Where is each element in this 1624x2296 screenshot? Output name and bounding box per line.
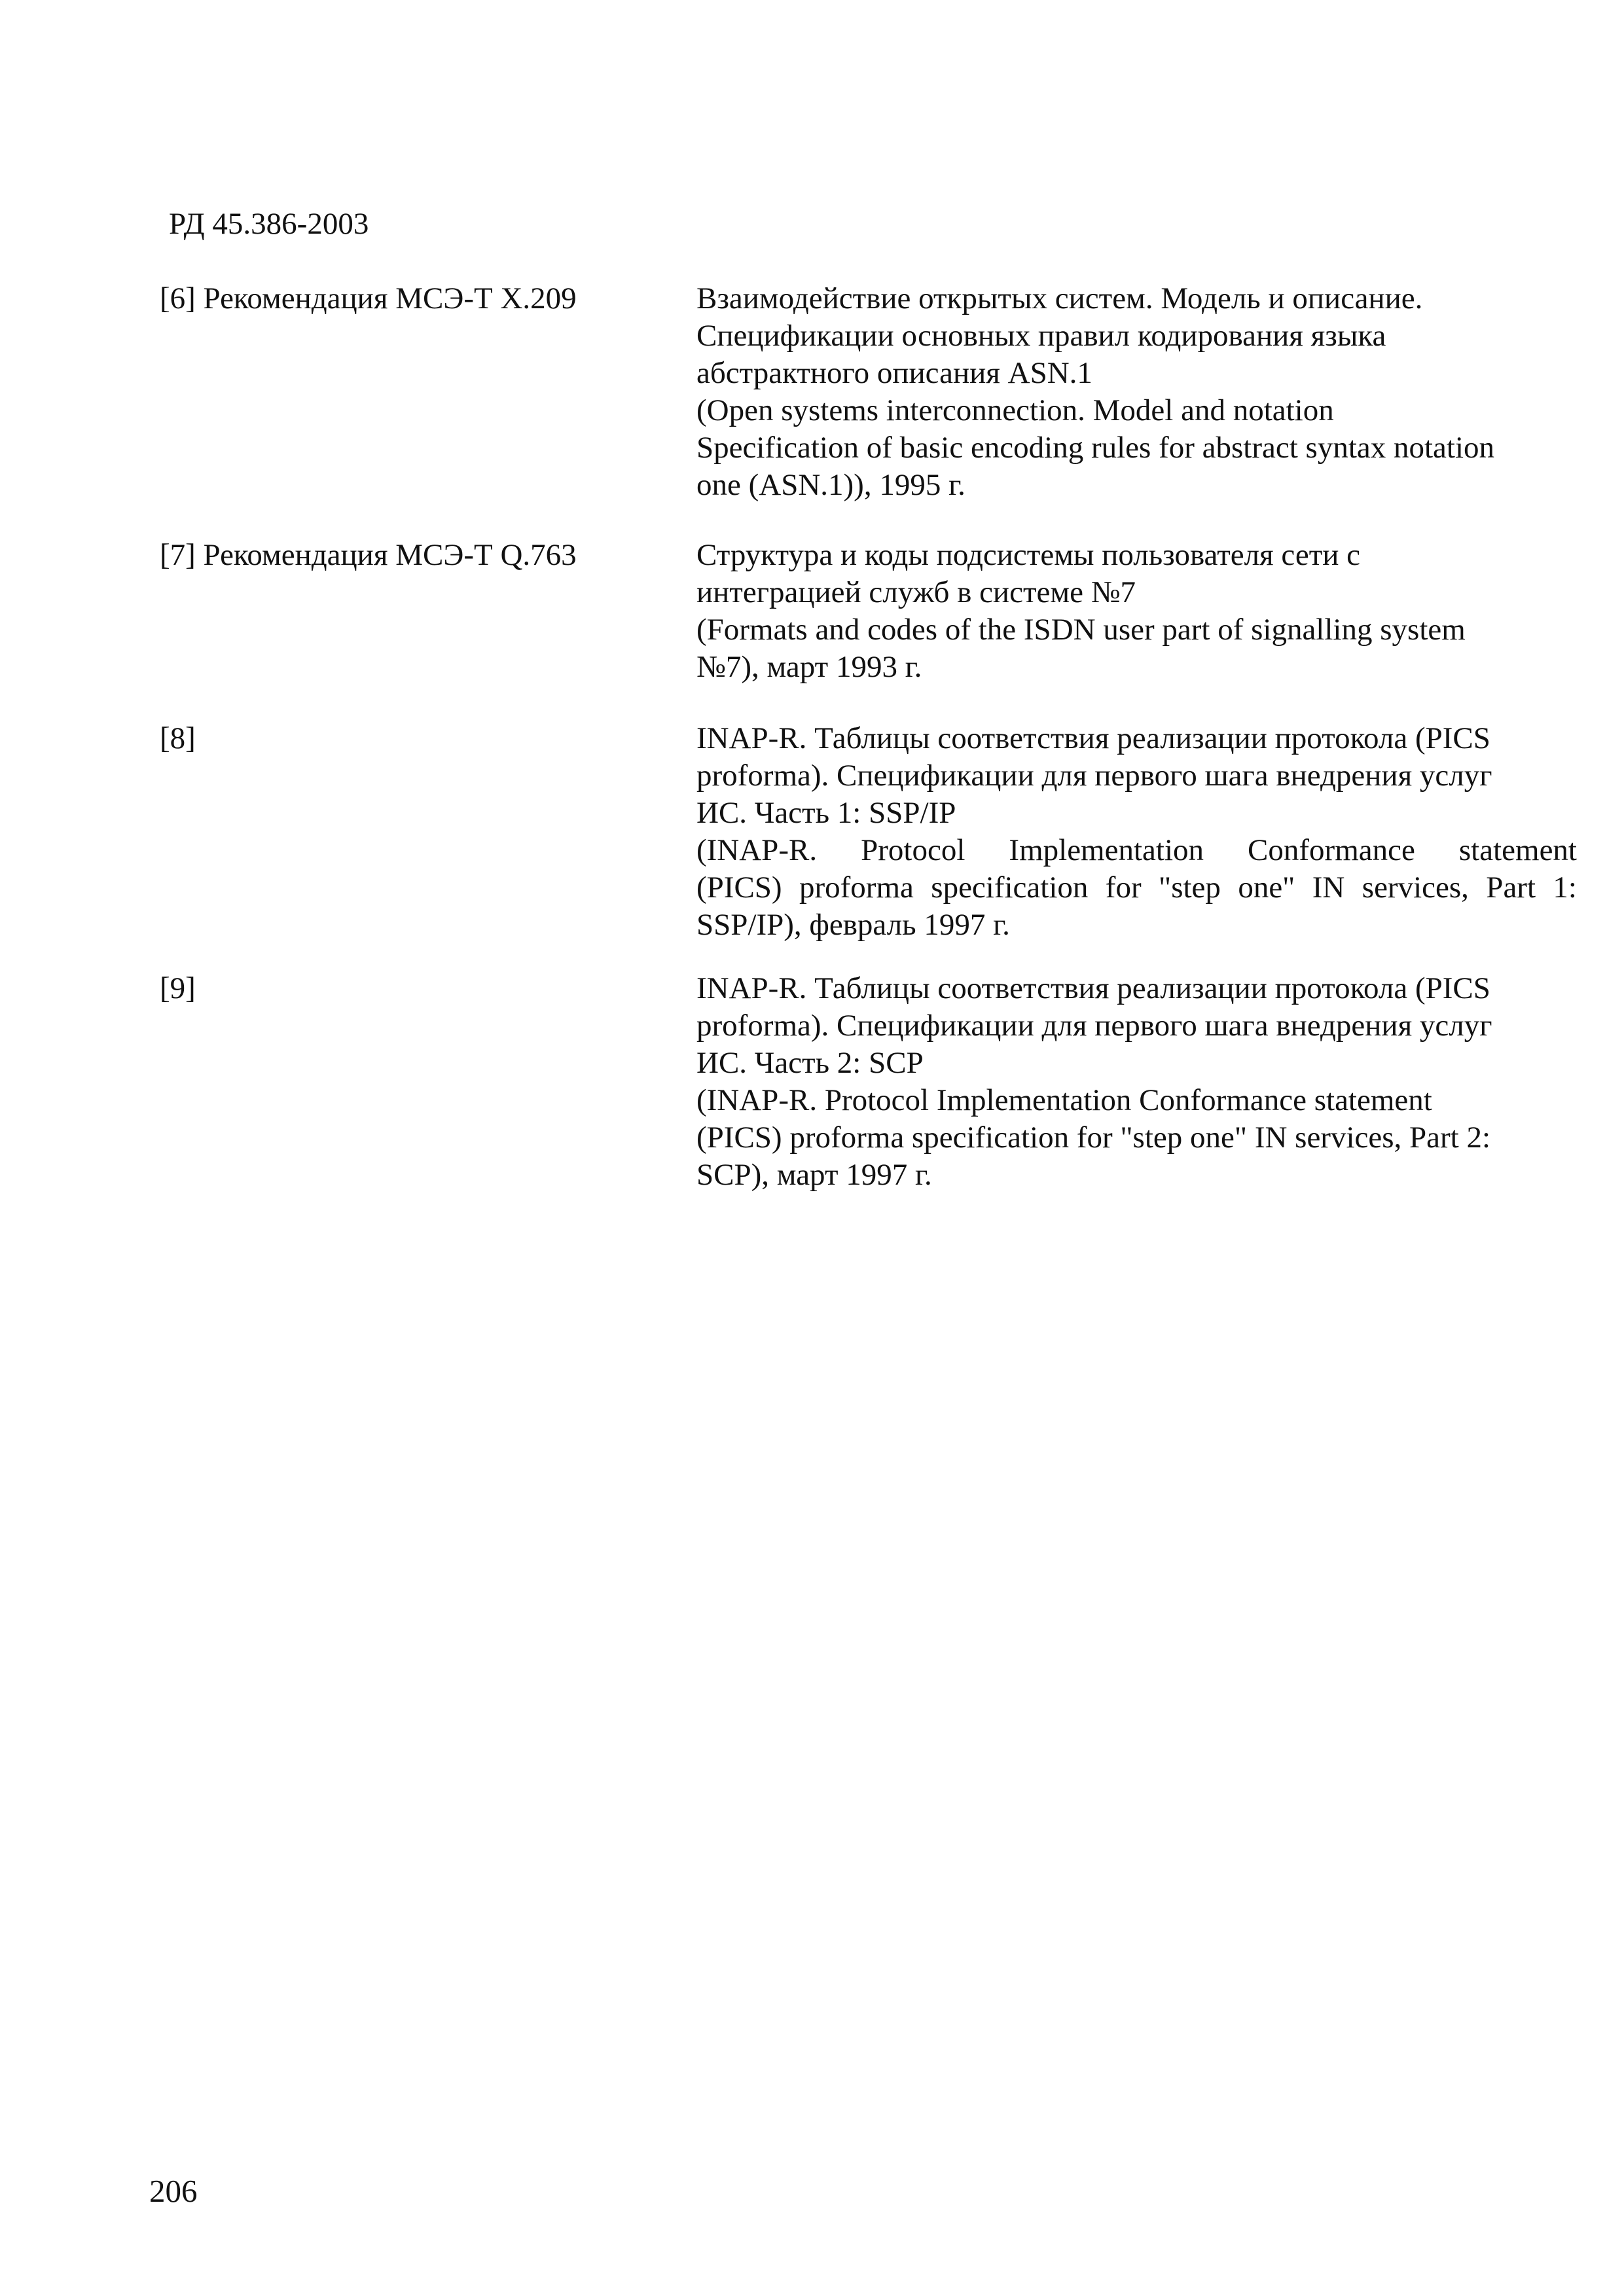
reference-description — [696, 970, 1593, 1194]
page-number: 206 — [149, 2173, 198, 2209]
reference-line: ИС. Часть 1: SSP/IP — [696, 796, 956, 830]
reference-line: SSP/IP), февраль 1997 г. — [696, 908, 1010, 942]
reference-line: (Open systems interconnection. Model and notation — [696, 393, 1334, 427]
reference-line: (INAP-R. Protocol Implementation Conformance statement — [696, 833, 1577, 867]
reference-label: [8] — [160, 721, 196, 755]
reference-line: proforma). Спецификации для первого шага внедрения услуг — [696, 1009, 1492, 1043]
reference-description — [696, 720, 1593, 944]
reference-line: Взаимодействие открытых систем. Модель и описание. — [696, 281, 1423, 315]
reference-line: №7), март 1993 г. — [696, 650, 922, 684]
reference-description — [696, 280, 1593, 504]
reference-line: (PICS) proforma specification for "step one" IN services, Part 1: — [696, 870, 1577, 905]
reference-line: абстрактного описания ASN.1 — [696, 356, 1092, 390]
reference-label: [6] Рекомендация МСЭ-Т Х.209 — [160, 281, 577, 315]
reference-description — [696, 537, 1593, 686]
reference-line: Структура и коды подсистемы пользователя сети с — [696, 538, 1361, 572]
document-code-header: РД 45.386-2003 — [169, 207, 369, 241]
reference-label: [7] Рекомендация МСЭ-Т Q.763 — [160, 538, 577, 572]
reference-line: (Formats and codes of the ISDN user part of signalling system — [696, 613, 1466, 647]
reference-line: (PICS) proforma specification for "step one" IN services, Part 2: — [696, 1121, 1491, 1155]
reference-line: ИС. Часть 2: SCP — [696, 1046, 924, 1080]
reference-line: Спецификации основных правил кодирования языка — [696, 319, 1386, 353]
reference-line: интеграцией служб в системе №7 — [696, 575, 1136, 609]
reference-line: Specification of basic encoding rules for abstract syntax notation — [696, 431, 1495, 465]
reference-line: proforma). Спецификации для первого шага внедрения услуг — [696, 759, 1492, 793]
reference-line: SCP), март 1997 г. — [696, 1158, 932, 1192]
reference-line: (INAP-R. Protocol Implementation Conformance statement — [696, 1083, 1432, 1117]
reference-line: INAP-R. Таблицы соответствия реализации протокола (PICS — [696, 971, 1490, 1005]
reference-line: one (ASN.1)), 1995 г. — [696, 468, 965, 502]
reference-line: INAP-R. Таблицы соответствия реализации протокола (PICS — [696, 721, 1490, 755]
reference-label: [9] — [160, 971, 196, 1005]
